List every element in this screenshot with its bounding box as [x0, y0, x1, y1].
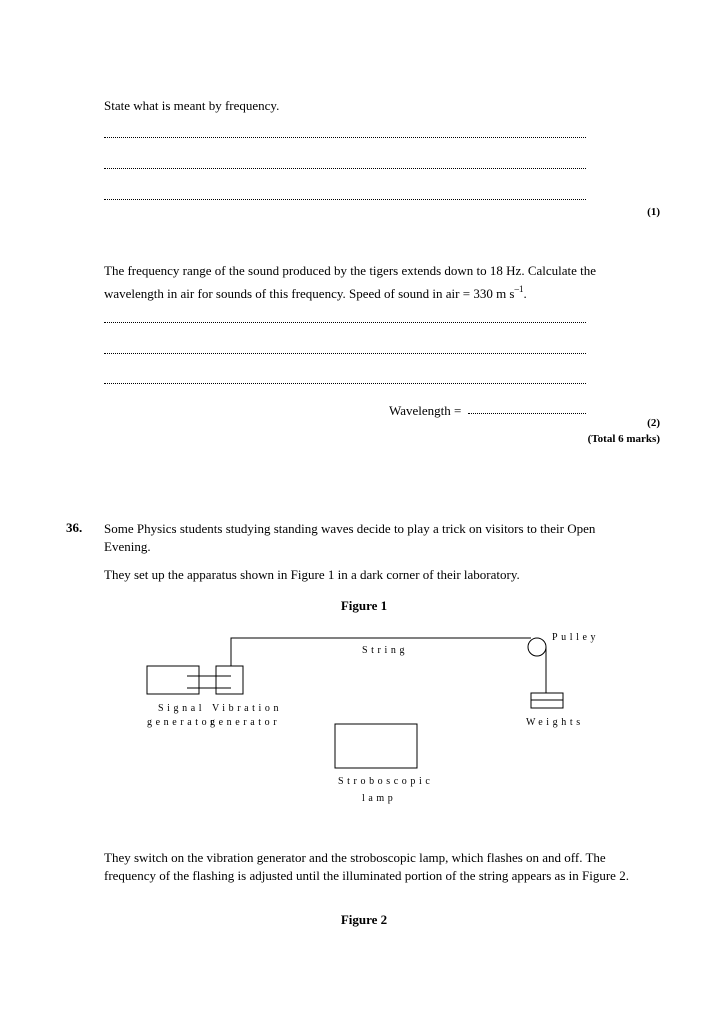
label-weights: Weights [526, 717, 584, 728]
marks-2: (2) [647, 417, 660, 429]
question-number: 36. [66, 520, 83, 535]
superscript: –1 [514, 284, 524, 294]
question-intro: Some Physics students studying standing waves decide to play a trick on visitors to their Open Evening. [104, 521, 596, 554]
marks-1: (1) [647, 206, 660, 218]
label-strobe-1: Stroboscopic [338, 776, 434, 787]
question-setup: They set up the apparatus shown in Figure 1 in a dark corner of their laboratory. [104, 567, 520, 582]
stroboscopic-lamp-box [335, 724, 417, 768]
question-text: The frequency range of the sound produced by the tigers extends down to 18 Hz. Calculate the wavelength in air for sounds of this frequency. Speed of sound in air = 330 m s [104, 263, 597, 301]
question-frequency: State what is meant by frequency. [104, 98, 280, 113]
question-tail: . [523, 286, 527, 301]
label-signal-2: generator [147, 717, 218, 728]
question-after: They switch on the vibration generator and the stroboscopic lamp, which flashes on and off. The frequency of the flashing is adjusted until the illuminated portion of the string appears as in Figure 2. [104, 850, 629, 883]
label-strobe-2: lamp [362, 793, 397, 804]
figure-2-title: Figure 2 [340, 912, 388, 927]
weight-top [531, 693, 563, 700]
vibration-generator-box [216, 666, 243, 694]
label-vibration-1: Vibration [212, 703, 283, 714]
figure-1-title: Figure 1 [340, 598, 388, 613]
weight-bottom [531, 700, 563, 708]
label-signal-1: Signal [158, 703, 206, 714]
signal-generator-box [147, 666, 199, 694]
pulley-wheel [528, 638, 546, 656]
label-vibration-2: generator [210, 717, 281, 728]
total-marks: (Total 6 marks) [587, 433, 660, 445]
label-string: String [362, 645, 409, 656]
wavelength-answer-label: Wavelength = [389, 403, 462, 418]
label-pulley: Pulley [552, 632, 600, 643]
